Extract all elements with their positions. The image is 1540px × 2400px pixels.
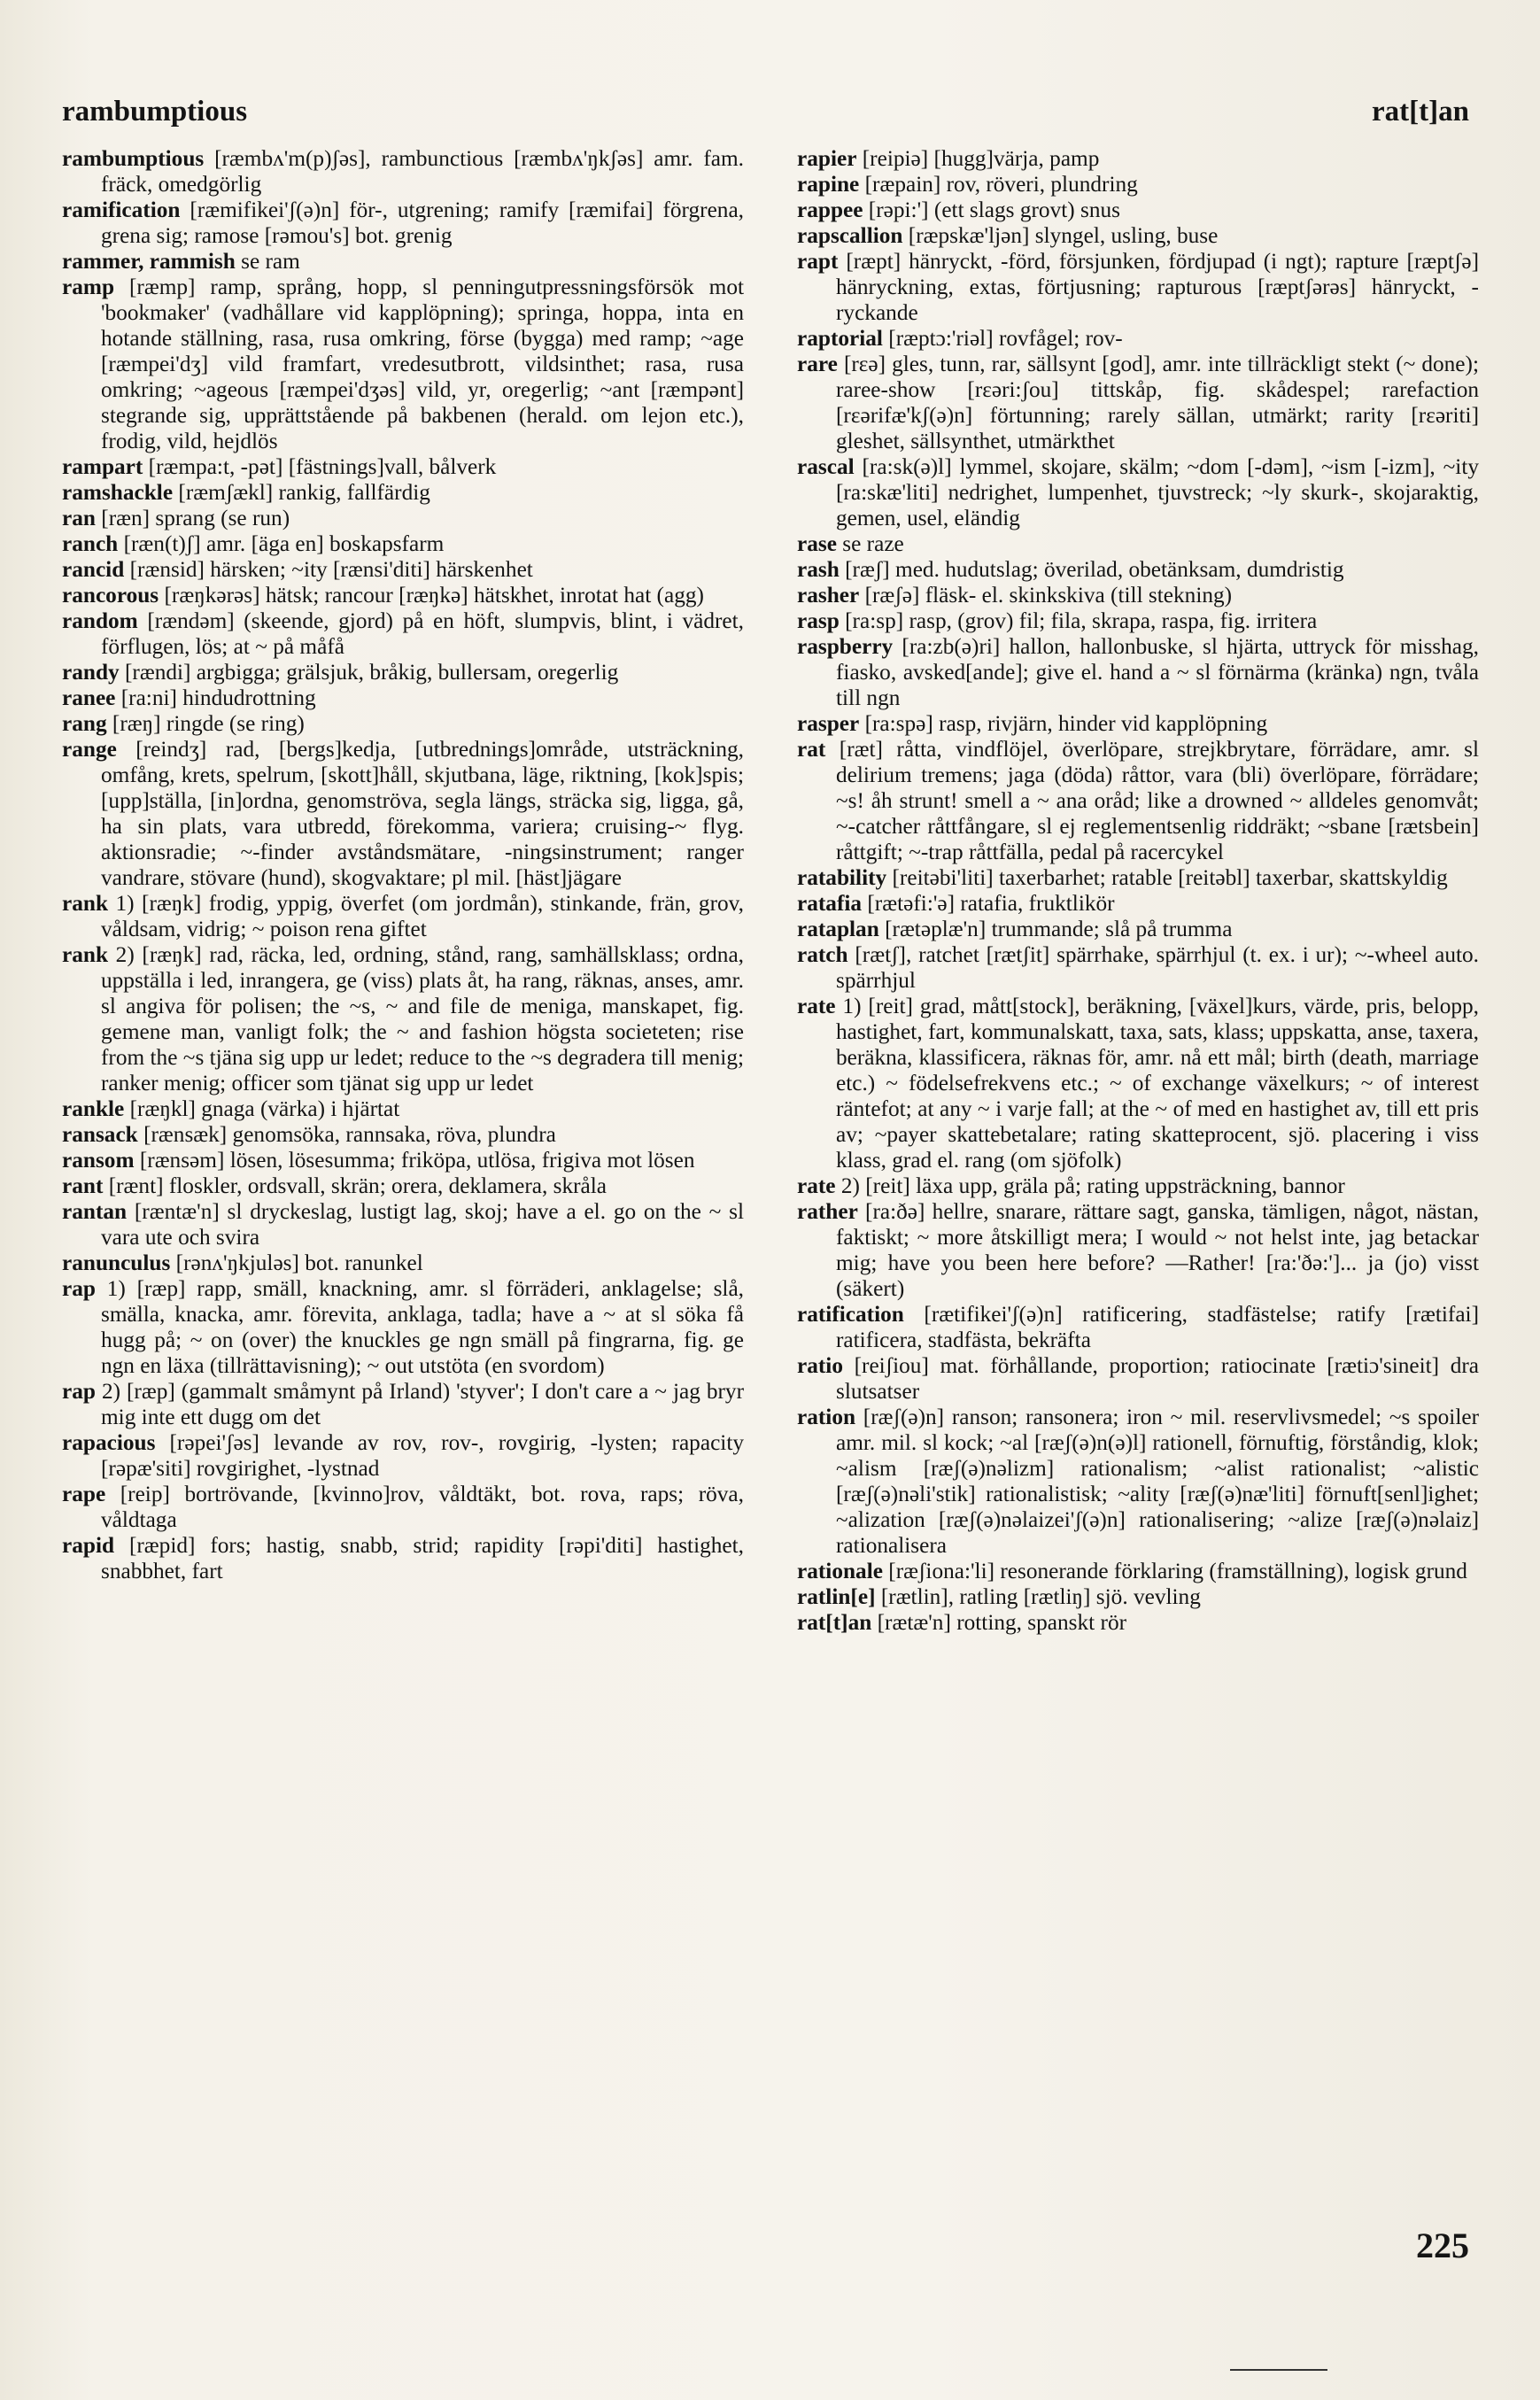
entry-definition: [ræʃiona:'li] resonerande förklaring (framställning), logisk grund xyxy=(882,1559,1467,1583)
entry-definition: [ra:spə] rasp, rivjärn, hinder vid kapplöpning xyxy=(859,711,1268,736)
dictionary-entry xyxy=(797,454,1479,531)
dictionary-entry xyxy=(797,352,1479,454)
entry-definition: se raze xyxy=(836,531,904,556)
entry-headword: random xyxy=(62,608,138,633)
dictionary-entry xyxy=(62,1533,744,1584)
dictionary-entry xyxy=(797,146,1479,172)
entry-headword: range xyxy=(62,737,117,762)
dictionary-entry xyxy=(797,1199,1479,1302)
dictionary-entry xyxy=(62,685,744,711)
entry-headword: raptorial xyxy=(797,326,883,351)
entry-definition: [ræʃə] fläsk- el. skinkskiva (till stekning) xyxy=(859,583,1233,608)
entry-headword: ration xyxy=(797,1405,856,1429)
entry-definition: 2) [reit] läxa upp, gräla på; rating uppsträckning, bannor xyxy=(835,1173,1345,1198)
entry-headword: rascal xyxy=(797,454,855,479)
entry-headword: randy xyxy=(62,660,120,685)
entry-headword: rasper xyxy=(797,711,860,736)
entry-headword: rape xyxy=(62,1482,106,1506)
entry-definition: [reiʃiou] mat. förhållande, proportion; ratiocinate [rætiɔ'sineit] dra slutsatser xyxy=(836,1353,1479,1404)
entry-definition: [rɛə] gles, tunn, rar, sällsynt [god], amr. inte tillräckligt stekt (~ done); raree-show [rɛəri:ʃou] tittskåp, fig. skådespel; rarefaction [rɛərifæ'kʃ(ə)n] förtunning; rarely sällan, utmärkt; rarity [rɛəriti] gleshet, sällsynthet, utmärkthet xyxy=(836,352,1479,453)
footer-rule xyxy=(1230,2369,1327,2371)
entry-headword: ran xyxy=(62,506,96,530)
entry-definition: [ræptɔ:'riəl] rovfågel; rov- xyxy=(882,326,1123,351)
dictionary-entry xyxy=(797,1302,1479,1353)
entry-definition: [rætəfi:'ə] ratafia, fruktlikör xyxy=(862,891,1115,916)
entry-definition: [ra:sk(ə)l] lymmel, skojare, skälm; ~dom [-dəm], ~ism [-izm], ~ity [ra:skæ'liti] nedrighet, lumpenhet, tjuvstreck; ~ly skurk-, skojaraktig, gemen, usel, eländig xyxy=(836,454,1479,530)
entry-definition: [ræmbʌ'm(p)ʃəs], rambunctious [ræmbʌ'ŋkʃəs] amr. fam. fräck, omedgörlig xyxy=(101,146,744,197)
entry-headword: rapscallion xyxy=(797,223,903,248)
entry-definition: 2) [ræp] (gammalt småmynt på Irland) 'styver'; I don't care a ~ jag bryr mig inte ett dugg om det xyxy=(95,1379,744,1429)
entry-headword: rash xyxy=(797,557,840,582)
entry-headword: rapine xyxy=(797,172,860,197)
dictionary-entry xyxy=(797,608,1479,634)
entry-definition: [ræmpa:t, -pət] [fästnings]vall, bålverk xyxy=(143,454,497,479)
entry-headword: rare xyxy=(797,352,838,376)
running-head-right: rat[t]an xyxy=(1372,96,1469,128)
dictionary-entry xyxy=(62,660,744,685)
entry-definition: [ræmp] ramp, språng, hopp, sl penningutpressningsförsök mot 'bookmaker' (vadhållare vid kapplöpning); springa, hoppa, inta en hotande ställning, rasa, rusa omkring, förse (bygga) med ramp; ~age [ræmpei'dʒ] vild framfart, vredesutbrott, vildsinthet; rasa, rusa omkring; ~ageous [ræmpei'dʒəs] vild, yr, oregerlig; ~ant [ræmpənt] stegrande sig, upprättstående på bakbenen (herald. om lejon etc.), frodig, vild, hejdlös xyxy=(101,275,744,453)
entry-headword: rankle xyxy=(62,1096,125,1121)
dictionary-entry xyxy=(797,531,1479,557)
entry-headword: rappee xyxy=(797,197,863,222)
dictionary-entry xyxy=(62,1482,744,1533)
entry-definition: [rændi] argbigga; grälsjuk, bråkig, bullersam, oregerlig xyxy=(119,660,619,685)
entry-definition: [ræŋkərəs] hätsk; rancour [ræŋkə] hätskhet, inrotat hat (agg) xyxy=(159,583,704,608)
entry-definition: [rænt] floskler, ordsvall, skrän; orera, deklamera, skråla xyxy=(103,1173,607,1198)
dictionary-entry xyxy=(797,994,1479,1173)
entry-definition: se ram xyxy=(235,249,300,274)
entry-definition: [reipiə] [hugg]värja, pamp xyxy=(856,146,1100,171)
entry-definition: [reindʒ] rad, [bergs]kedja, [utbrednings]område, utsträckning, omfång, krets, spelrum, [skott]håll, skjutbana, läge, riktning, [kok]spis; [upp]ställa, [in]ordna, genomströva, segla längs, sträcka sig, ligga, gå, ha sin plats, vara utbredd, förekomma, variera; cruising-~ flyg. aktionsradie; ~-finder avståndsmätare, -ningsinstrument; ranger vandrare, stövare (hund), skogvaktare; pl mil. [häst]jägare xyxy=(101,737,744,890)
dictionary-entry xyxy=(797,249,1479,326)
entry-headword: ranee xyxy=(62,685,116,710)
dictionary-entry xyxy=(797,326,1479,352)
dictionary-entry xyxy=(797,197,1479,223)
entry-headword: rather xyxy=(797,1199,858,1224)
left-column xyxy=(62,146,744,2227)
entry-definition: [ræʃ(ə)n] ranson; ransonera; iron ~ mil. reservlivsmedel; ~s spoiler amr. mil. sl kock; ~al [ræʃ(ə)n(ə)l] rationell, förnuftig, förståndig, klok; ~alism [ræʃ(ə)nəlizm] rationalism; ~alist rationalist; ~alistic [ræʃ(ə)nəli'stik] rationalistisk; ~ality [ræʃ(ə)næ'liti] förnuft[senl]ighet; ~alization [ræʃ(ə)nəlaizei'ʃ(ə)n] rationalisering; ~alize [ræʃ(ə)nəlaiz] rationalisera xyxy=(836,1405,1479,1558)
entry-definition: 1) [ræŋk] frodig, yppig, överfet (om jordmån), stinkande, frän, grov, våldsam, vidrig; ~ poison rena giftet xyxy=(101,891,744,941)
entry-definition: [rætæ'n] rotting, spanskt rör xyxy=(871,1610,1127,1635)
entry-headword: rammer, rammish xyxy=(62,249,236,274)
entry-headword: ramshackle xyxy=(62,480,174,505)
entry-definition: [rætəplæ'n] trummande; slå på trumma xyxy=(878,917,1233,941)
dictionary-entry xyxy=(797,557,1479,583)
dictionary-entry xyxy=(797,711,1479,737)
dictionary-entry xyxy=(797,942,1479,994)
entry-definition: [ræmifikei'ʃ(ə)n] för-, utgrening; ramify [ræmifai] förgrena, grena sig; ramose [rəmou's] bot. grenig xyxy=(101,197,744,248)
dictionary-entry xyxy=(62,1096,744,1122)
dictionary-entry xyxy=(62,1122,744,1148)
entry-definition: [ra:zb(ə)ri] hallon, hallonbuske, sl hjärta, uttryck för misshag, fiasko, avsked[ande]; give el. hand a ~ sl förnärma (kränka) ngn, tvåla till ngn xyxy=(836,634,1479,710)
entry-headword: rank xyxy=(62,942,109,967)
dictionary-entry xyxy=(797,1584,1479,1610)
dictionary-entry xyxy=(62,146,744,197)
dictionary-entry xyxy=(62,737,744,891)
dictionary-entry xyxy=(62,1250,744,1276)
entry-headword: ramification xyxy=(62,197,181,222)
entry-headword: rat[t]an xyxy=(797,1610,872,1635)
entry-definition: [rəpei'ʃəs] levande av rov, rov-, rovgirig, -lysten; rapacity [rəpæ'siti] rovgirighet, -lystnad xyxy=(101,1430,744,1481)
dictionary-entry xyxy=(797,1610,1479,1636)
entry-definition: 1) [ræp] rapp, smäll, knackning, amr. sl förräderi, anklagelse; slå, smälla, knacka, amr. förevita, anklaga, tadla; have a ~ at sl söka få hugg på; ~ on (over) the knuckles ge ngn smäll på fingrarna, fig. ge ngn en läxa (tillrättavisning); ~ out utstöta (en svordom) xyxy=(95,1276,744,1378)
dictionary-entry xyxy=(62,480,744,506)
entry-headword: ranch xyxy=(62,531,119,556)
entry-headword: ramp xyxy=(62,275,115,299)
entry-definition: [ræntæ'n] sl dryckeslag, lustigt lag, skoj; have a el. go on the ~ sl vara ute och svira xyxy=(101,1199,744,1250)
dictionary-entry xyxy=(62,454,744,480)
entry-definition: [ræn] sprang (se run) xyxy=(95,506,290,530)
entry-definition: 2) [ræŋk] rad, räcka, led, ordning, stånd, rang, samhällsklass; ordna, uppställa i led, inrangera, ge (viss) plats åt, ha rang, räknas, anses, amr. sl angiva för polisen; the ~s, ~ and file de meniga, manskapet, fig. gemene man, vanligt folk; the ~ and fashion högsta societeten; rise from the ~s tjäna sig upp ur ledet; reduce to the ~s degradera till menig; ranker menig; officer som tjänat sig upp ur ledet xyxy=(101,942,744,1095)
dictionary-entry xyxy=(62,275,744,454)
dictionary-entry xyxy=(62,891,744,942)
entry-definition: [rætifikei'ʃ(ə)n] ratificering, stadfästelse; ratify [rætifai] ratificera, stadfästa, bekräfta xyxy=(836,1302,1479,1352)
dictionary-entry xyxy=(62,1173,744,1199)
entry-headword: rap xyxy=(62,1276,96,1301)
entry-headword: ratability xyxy=(797,865,887,890)
dictionary-entry xyxy=(62,942,744,1096)
entry-definition: [ra:ðə] hellre, snarare, rättare sagt, ganska, tämligen, något, nästan, faktiskt; ~ more åtskilligt mera; I would ~ not helst inte, jag betackar mig; have you been here before? —Rather! [ra:'ðə:']... ja (jo) visst (säkert) xyxy=(836,1199,1479,1301)
entry-definition: [ræpt] hänryckt, -förd, försjunken, fördjupad (i ngt); rapture [ræptʃə] hänryckning, extas, förtjusning; rapturous [ræptʃərəs] hänryckt, -ryckande xyxy=(836,249,1479,325)
dictionary-entry xyxy=(797,1559,1479,1584)
dictionary-entry xyxy=(797,634,1479,711)
entry-headword: rate xyxy=(797,994,836,1018)
entry-headword: rapacious xyxy=(62,1430,156,1455)
dictionary-entry xyxy=(62,1148,744,1173)
entry-headword: rase xyxy=(797,531,837,556)
dictionary-entry xyxy=(797,917,1479,942)
entry-headword: rasp xyxy=(797,608,840,633)
dictionary-entry xyxy=(62,1379,744,1430)
entry-definition: [rænsæk] genomsöka, rannsaka, röva, plundra xyxy=(137,1122,556,1147)
right-column xyxy=(797,146,1479,2227)
entry-headword: rapid xyxy=(62,1533,115,1558)
dictionary-entry xyxy=(797,737,1479,865)
dictionary-entry xyxy=(797,1353,1479,1405)
dictionary-entry xyxy=(797,172,1479,197)
entry-headword: rank xyxy=(62,891,109,916)
entry-definition: [ræŋkl] gnaga (värka) i hjärtat xyxy=(124,1096,400,1121)
dictionary-entry xyxy=(62,608,744,660)
entry-headword: rat xyxy=(797,737,826,762)
dictionary-entry xyxy=(797,1405,1479,1559)
entry-definition: [ræpid] fors; hastig, snabb, strid; rapidity [rəpi'diti] hastighet, snabbhet, fart xyxy=(101,1533,744,1583)
entry-definition: [reip] bortrövande, [kvinno]rov, våldtäkt, bot. rova, raps; röva, våldtaga xyxy=(101,1482,744,1532)
entry-definition: [ræn(t)ʃ] amr. [äga en] boskapsfarm xyxy=(118,531,445,556)
entry-definition: [reitəbi'liti] taxerbarhet; ratable [reitəbl] taxerbar, skattskyldig xyxy=(886,865,1448,890)
dictionary-entry xyxy=(62,197,744,249)
entry-definition: [rəpi:'] (ett slags grovt) snus xyxy=(863,197,1120,222)
dictionary-entry xyxy=(62,583,744,608)
entry-headword: rate xyxy=(797,1173,836,1198)
entry-headword: ranunculus xyxy=(62,1250,171,1275)
dictionary-entry xyxy=(62,249,744,275)
entry-definition: [ra:sp] rasp, (grov) fil; fila, skrapa, raspa, fig. irritera xyxy=(839,608,1318,633)
running-head xyxy=(62,96,1469,131)
entry-definition: [ræt] råtta, vindflöjel, överlöpare, strejkbrytare, förrädare, amr. sl delirium tremens; jaga (döda) råttor, vara (bli) överlöpare, förrädare; ~s! åh strunt! smell a ~ ana oråd; like a drowned ~ alldeles genomvåt; ~-catcher råttfångare, sl ej reglementsenlig riddräkt; ~sbane [rætsbein] råttgift; ~-trap råttfälla, pedal på racercykel xyxy=(825,737,1479,864)
entry-definition: [rænsəm] lösen, lösesumma; friköpa, utlösa, frigiva mot lösen xyxy=(134,1148,695,1173)
dictionary-entry xyxy=(62,531,744,557)
entry-headword: ransom xyxy=(62,1148,135,1173)
entry-headword: rancid xyxy=(62,557,125,582)
entry-headword: ratio xyxy=(797,1353,843,1378)
entry-headword: rationale xyxy=(797,1559,883,1583)
entry-definition: 1) [reit] grad, mått[stock], beräkning, [växel]kurs, värde, pris, belopp, hastighet, fart, kommunalskatt, taxa, sats, klass; uppskatta, anse, taxera, beräkna, klassificera, räknas för, amr. nå ett mål; birth (death, marriage etc.) ~ födelsefrekvens etc.; ~ of exchange växelkurs; ~ of interest räntefot; at any ~ i varje fall; at the ~ of med en hastighet av, till ett pris av; ~payer skattebetalare; rating skatteprocent, sjö. placering i viss klass, grad el. rang (om sjöfolk) xyxy=(835,994,1479,1173)
entry-headword: rap xyxy=(62,1379,96,1404)
entry-definition: [ra:ni] hindudrottning xyxy=(115,685,316,710)
entry-definition: [ræmʃækl] rankig, fallfärdig xyxy=(173,480,430,505)
dictionary-entry xyxy=(62,557,744,583)
entry-headword: rapier xyxy=(797,146,857,171)
entry-headword: rancorous xyxy=(62,583,159,608)
entry-definition: [rætlin], ratling [rætliŋ] sjö. vevling xyxy=(875,1584,1201,1609)
entry-headword: rampart xyxy=(62,454,143,479)
entry-headword: raspberry xyxy=(797,634,894,659)
entry-definition: [rændəm] (skeende, gjord) på en höft, slumpvis, blint, i vädret, förflugen, lös; at ~ på måfå xyxy=(101,608,744,659)
dictionary-entry xyxy=(62,1276,744,1379)
dictionary-entry xyxy=(62,1430,744,1482)
dictionary-entry xyxy=(62,506,744,531)
dictionary-entry xyxy=(797,583,1479,608)
dictionary-entry xyxy=(62,711,744,737)
running-head-left: rambumptious xyxy=(62,96,248,128)
dictionary-entry xyxy=(797,223,1479,249)
entry-definition: [ræŋ] ringde (se ring) xyxy=(106,711,305,736)
dictionary-entry xyxy=(797,1173,1479,1199)
dictionary-entry xyxy=(797,891,1479,917)
entry-headword: rambumptious xyxy=(62,146,205,171)
entry-definition: [ræpskæ'ljən] slyngel, usling, buse xyxy=(902,223,1219,248)
entry-definition: [rənʌ'ŋkjuləs] bot. ranunkel xyxy=(170,1250,423,1275)
dictionary-entry xyxy=(62,1199,744,1250)
entry-headword: rasher xyxy=(797,583,860,608)
page-number: 225 xyxy=(1416,2226,1469,2265)
entry-definition: [rænsid] härsken; ~ity [rænsi'diti] härskenhet xyxy=(124,557,533,582)
entry-definition: [ræpain] rov, röveri, plundring xyxy=(859,172,1138,197)
entry-headword: rapt xyxy=(797,249,839,274)
entry-headword: ratification xyxy=(797,1302,904,1327)
entry-definition: [rætʃ], ratchet [rætʃit] spärrhake, spärrhjul (t. ex. i ur); ~-wheel auto. spärrhjul xyxy=(836,942,1479,993)
entry-headword: ransack xyxy=(62,1122,138,1147)
text-columns xyxy=(62,146,1479,2227)
entry-headword: rantan xyxy=(62,1199,128,1224)
entry-headword: ratlin[e] xyxy=(797,1584,876,1609)
entry-headword: rant xyxy=(62,1173,104,1198)
entry-headword: ratch xyxy=(797,942,848,967)
entry-definition: [ræʃ] med. hudutslag; överilad, obetänksam, dumdristig xyxy=(839,557,1344,582)
entry-headword: ratafia xyxy=(797,891,863,916)
entry-headword: rataplan xyxy=(797,917,879,941)
dictionary-entry xyxy=(797,865,1479,891)
entry-headword: rang xyxy=(62,711,107,736)
